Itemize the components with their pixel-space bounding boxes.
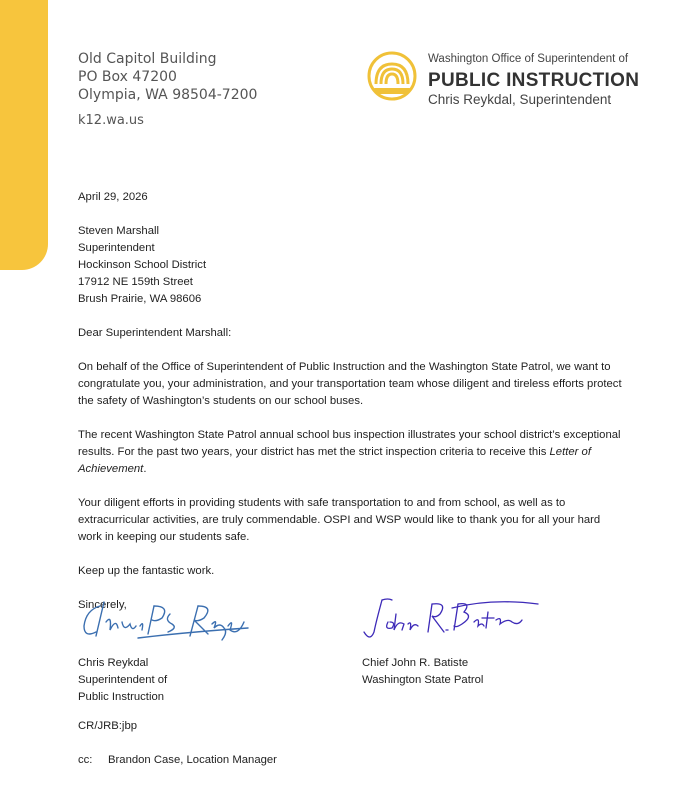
recipient-line: Hockinson School District (78, 259, 207, 271)
letterhead-accent-bar (0, 0, 48, 270)
signer-left-title: Public Instruction (78, 691, 165, 703)
ospi-sun-logo-icon (366, 50, 418, 102)
signature-chris-reykdal (78, 592, 258, 647)
letterhead-address (78, 50, 257, 104)
recipient-line: Brush Prairie, WA 98606 (78, 293, 202, 305)
website-link[interactable]: k12.wa.us (78, 113, 144, 128)
address-line-3: Olympia, WA 98504-7200 (78, 87, 258, 103)
signer-right-name: Chief John R. Batiste (362, 657, 469, 669)
recipient-line: Superintendent (78, 242, 155, 254)
signer-left (78, 655, 167, 706)
address-line-1: Old Capitol Building (78, 51, 217, 67)
paragraph-2-end: . (143, 463, 147, 475)
letter-body (78, 189, 623, 614)
signer-right-title: Washington State Patrol (362, 674, 484, 686)
carbon-copy (78, 754, 277, 766)
paragraph-2 (78, 427, 623, 478)
signature-john-batiste (362, 592, 552, 647)
paragraph-4: Keep up the fantastic work. (78, 565, 215, 577)
superintendent-line: Chris Reykdal, Superintendent (428, 92, 612, 107)
office-title: PUBLIC INSTRUCTION (428, 70, 640, 91)
office-line: Washington Office of Superintendent of (428, 53, 629, 65)
signer-left-name: Chris Reykdal (78, 657, 149, 669)
paragraph-3: Your diligent efforts in providing students with safe transportation to and from school, as well as to extracurricular activities, are truly commendable. OSPI and WSP would like to thank you for all your hard work in keeping our students safe. (78, 497, 601, 543)
paragraph-1: On behalf of the Office of Superintendent of Public Instruction and the Washington State Patrol, we want to congratulate you, your administration, and your transportation team whose diligent and tireless efforts protect the safety of Washington’s students on our school buses. (78, 361, 622, 407)
recipient-line: 17912 NE 159th Street (78, 276, 193, 288)
signer-right (362, 655, 483, 689)
letter-date: April 29, 2026 (78, 191, 148, 203)
address-line-2: PO Box 47200 (78, 69, 177, 85)
letter-of-achievement-title: Letter of Achievement (78, 446, 591, 475)
signer-left-title: Superintendent of (78, 674, 168, 686)
recipient-line: Steven Marshall (78, 225, 159, 237)
ospi-logo (366, 50, 666, 110)
cc-recipient: Brandon Case, Location Manager (108, 754, 277, 766)
paragraph-2-text: The recent Washington State Patrol annual school bus inspection illustrates your school district’s exceptional results. For the past two years, your district has met the strict inspection criteria to receive this (78, 429, 621, 458)
salutation: Dear Superintendent Marshall: (78, 327, 232, 339)
reference-initials: CR/JRB:jbp (78, 720, 138, 732)
closing: Sincerely, (78, 599, 127, 611)
cc-label: cc: (78, 754, 93, 766)
